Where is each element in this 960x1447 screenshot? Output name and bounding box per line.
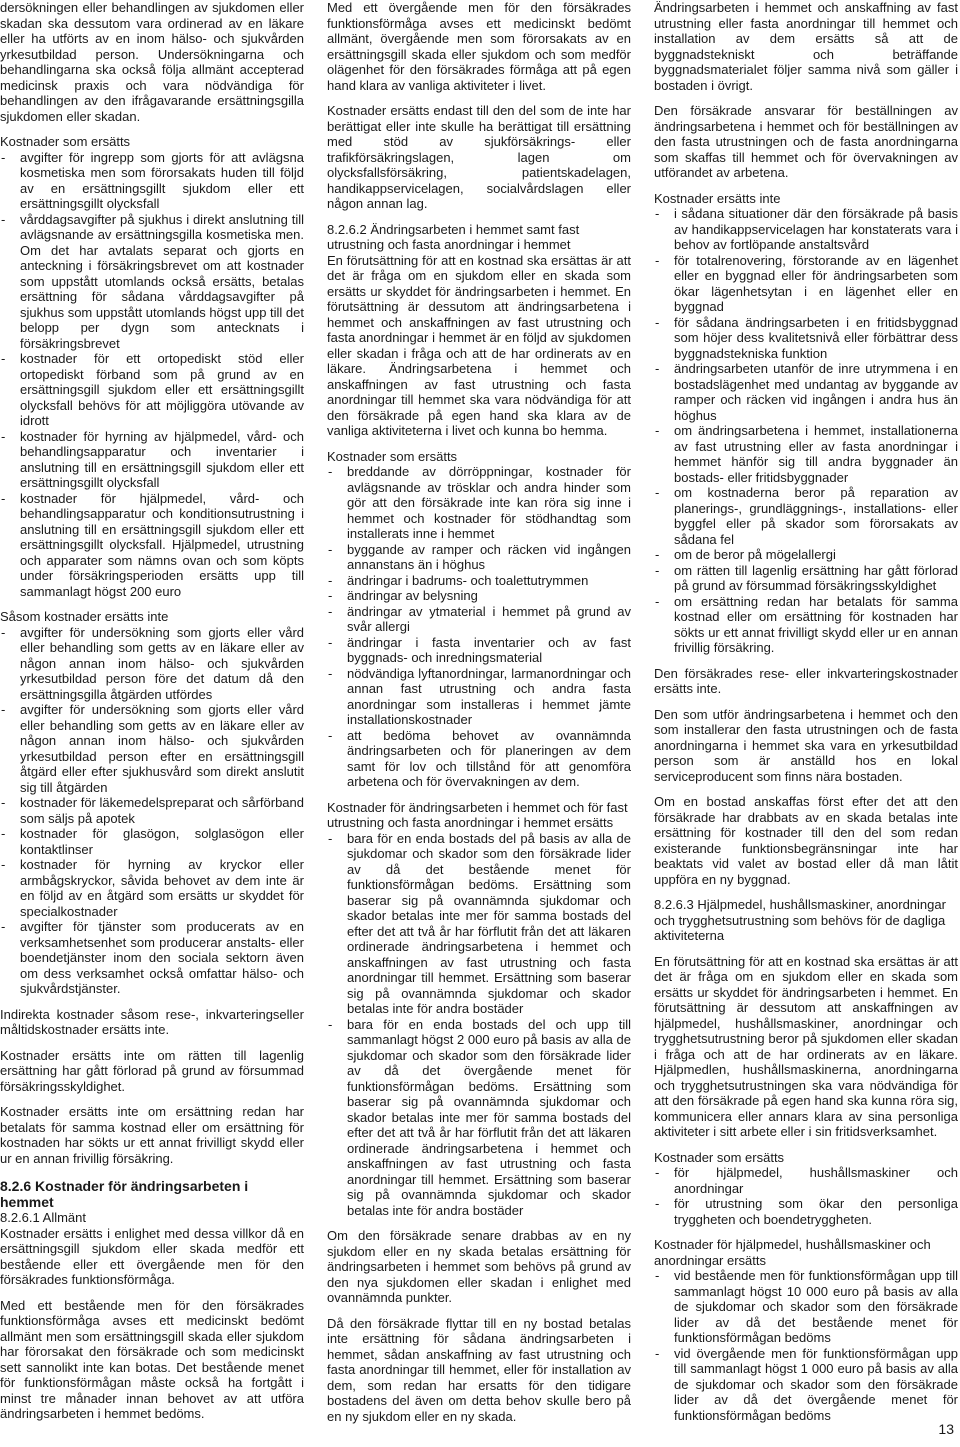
- paragraph: Med ett övergående men för den försäkrades funktionsförmåga avses ett medicinskt bedömt allmänt, övergående men som förorsakats av en ersättningsgill skada eller sjukdom och som medför olägenhet för den försäkrades förmåga att på egen hand klara av vanliga aktiviteter i livet.: [327, 0, 631, 93]
- list-compensation-limits: [654, 1268, 958, 1423]
- list-item: - kostnader för läkemedelspreparat och sårförband som säljs på apotek: [0, 795, 304, 826]
- list-item: - avgifter för tjänster som producerats av en verksamhetsenhet som producerar anstalts- eller boendetjänster inom den sociala sektorn även om dess verksamhet också omfattar hälso- och sjukvårdstjänster.: [0, 919, 304, 997]
- list-heading-costs: Kostnader som ersätts: [327, 448, 458, 464]
- paragraph: Indirekta kostnader såsom rese-, inkvarteringseller måltidskostnader ersätts inte.: [0, 1006, 304, 1037]
- list-item: - om ändringsarbetena i hemmet, installationerna av fast utrustning eller av fasta anordningar i hemmet hänför sig till andra byggnader än bostads- eller fritidsbyggnader: [654, 423, 958, 485]
- paragraph: Den som utför ändringsarbetena i hemmet och den som installerar den fasta utrustningen och de fasta anordningarna i hemmet ska vara en yrkesutbildad person som är anställd hos en lokal serviceproducent som finns nära bostaden.: [654, 706, 958, 784]
- list-not-covered: [654, 206, 958, 656]
- list-heading-costs: Kostnader som ersätts: [654, 1149, 785, 1165]
- list-item: - bara för en enda bostads del på basis av alla de sjukdomar och skador som den försäkrade lider av då det bestående menet för funktionsförmågan bedöms. Ersättning som baserar sig på ovannämnda sjukdomar och skador betalas inte mer för samma bostads del efter det att två år har förflutit från det att läkaren ordinerade ändringsarbetena i hemmet och anskaffningen av fast utrustning och fasta anordningar till hemmet. Ersättning som baserar sig på ovannämnda sjukdomar och skador betalas inte för andra bostäder: [327, 831, 631, 1017]
- list-item: - nödvändiga lyftanordningar, larmanordningar och annan fast utrustning och andra fasta anordningar som installeras i hemmet jämte installationskostnader: [327, 666, 631, 728]
- list-item: - avgifter för undersökning som gjorts eller vård eller behandling som getts av en läkare eller av någon annan inom hälso- och sjukvården yrkesutbildad person före det datum då den ersättningsgilla åtgärden utfördes: [0, 625, 304, 703]
- list-item: - för utrustning som ökar den personliga tryggheten och boendetryggheten.: [654, 1196, 958, 1227]
- list-item: - ändringsarbeten utanför de inre utrymmena i en bostadslägenhet med undantag av byggande av ramper och räcken vid ingången i andra hus än höghus: [654, 361, 958, 423]
- list-item: - om de beror på mögelallergi: [654, 547, 958, 563]
- paragraph: Kostnader ersätts inte om rätten till lagenlig ersättning har gått förlorad på grund av försummad försäkringsskyldighet.: [0, 1047, 304, 1094]
- list-heading-costs: Kostnader som ersätts: [0, 134, 131, 149]
- list-covered-costs: [0, 150, 304, 600]
- paragraph: Om den försäkrade senare drabbas av en ny sjukdom eller en ny skada betalas ersättning för ändringsarbeten i hemmet som behövs på grund av den nya sjukdomen eller skadan i enlighet med ovannämnda punkter.: [327, 1228, 631, 1305]
- subsection-heading: 8.2.6.1 Allmänt: [0, 1210, 86, 1225]
- list-item: - vid bestående men för funktionsförmågan upp till sammanlagt högst 10 000 euro på basis av alla de sjukdomar och skador som den försäkrade lider av då det bestående menet för funktionsförmågan bedöms: [654, 1268, 958, 1346]
- list-heading-not-covered: Såsom kostnader ersätts inte: [0, 609, 169, 624]
- list-item: - vårddagsavgifter på sjukhus i direkt anslutning till avlägsnande av ersättningsgilla kosmetiska men. Om det har avtalats separat och gjorts en anteckning i försäkringsbrevet om att kostnader som uppstått utomlands också ersätts, betalas ersättning för sådana vårddagsavgifter på sjukhus som uppstått utomlands högst upp till det belopp per dygn som antecknats i försäkringsbrevet: [0, 212, 304, 352]
- paragraph: Då den försäkrade flyttar till en ny bostad betalas inte ersättning för sådana ändringsarbeten i hemmet, sådan anskaffning av fast utrustning och fasta anordningar till hemmet, eller för installation av dem, som redan har ersatts för den tidigare bostadens del även om detta behov skulle bero på en ny sjukdom eller en ny skada.: [327, 1315, 631, 1424]
- paragraph: Kostnader ersätts endast till den del som de inte har berättigat eller inte skulle ha berättigat till ersättning med stöd av sjukförsäkrings- eller trafikförsäkringslagen, lagen om olycksfallsförsäkring, patientskadelagen, handikappservicelagen, socialvårdslagen eller någon annan lag.: [327, 103, 631, 211]
- page-number: 13: [938, 1421, 954, 1437]
- list-item: - ändringar av belysning: [327, 588, 631, 604]
- paragraph: Kostnader ersätts inte om ersättning redan har betalats för samma kostnad eller om ersättning för kostnaden har sökts ur ett annat frivilligt skydd eller ur en annan frivillig försäkring.: [0, 1104, 304, 1166]
- paragraph: Den försäkrade ansvarar för beställningen av ändringsarbetena i hemmet och för beställningen av den fasta utrustningen och de fasta anordningarna som skaffas till hemmet och för övervakningen av utförandet av arbetena.: [654, 103, 958, 180]
- list-item: - bara för en enda bostads del och upp till sammanlagt högst 2 000 euro på basis av alla de sjukdomar och skador som den försäkrade lider av då det övergående menet för funktionsförmågan bedöms. Ersättning som baserar sig på ovannämnda sjukdomar och skador betalas inte mer för samma bostads del efter det att två år har förflutit från det att läkaren ordinerade ändringsarbetena i hemmet och anskaffningen av fast utrustning och fasta anordningar till hemmet. Ersättning som baserar sig på ovannämnda sjukdomar och skador betalas inte för andra bostäder: [327, 1017, 631, 1219]
- list-heading-limits: Kostnader för hjälpmedel, hushållsmaskiner och anordningar ersätts: [654, 1237, 931, 1268]
- subsection-heading: 8.2.6.3 Hjälpmedel, hushållsmaskiner, anordningar och trygghetsutrustning som behövs för de dagliga aktiviteterna: [654, 897, 946, 943]
- paragraph: En förutsättning för att en kostnad ska ersättas är att det är fråga om en sjukdom eller en skada som ersätts ur skyddet för ändringsarbeten i hemmet. En förutsättning är dessutom att ändringsarbetena i hemmet och anskaffningen av fast utrustning och fasta anordningar i hemmet är en följd av sjukdomen eller skadan i fråga och att de har ordinerats av en läkare. Ändringsarbetena i hemmet och anskaffningen av fast utrustning och fasta anordningar till hemmet ska vara nödvändiga för att den försäkrade på egen hand ska klara av de vanliga aktiviteterna i livet och kunna bo hemma.: [327, 252, 631, 438]
- list-item: - kostnader för glasögon, solglasögon eller kontaktlinser: [0, 826, 304, 857]
- text-column-right: [654, 0, 958, 1433]
- list-item: - ändringar i badrums- och toalettutrymmen: [327, 573, 631, 589]
- paragraph: Kostnader ersätts i enlighet med dessa villkor då en ersättningsgill sjukdom eller skada medför ett bestående eller ett övergående men för den försäkrades funktionsförmåga.: [0, 1225, 304, 1287]
- paragraph: dersökningen eller behandlingen av sjukdomen eller skadan ska dessutom vara ordinerad av en läkare eller ha utförts av en inom hälso- och sjukvården yrkesutbildad person. Undersökningarna och behandlingarna ska också följa allmänt accepterad medicinsk praxis och vara nödvändiga för behandlingen av den ifrågavarande ersättningsgilla sjukdomen eller skadan.: [0, 0, 304, 124]
- list-item: - kostnader för hyrning av kryckor eller armbågskryckor, såvida behovet av dem inte är en följd av en åtgärd som ersätts ur skyddet för specialkostnader: [0, 857, 304, 919]
- list-item: - för sådana ändringsarbeten i en fritidsbyggnad som höjer dess kvalitetsnivå eller förbättrar dess byggnadstekniska funktion: [654, 315, 958, 362]
- paragraph: En förutsättning för att en kostnad ska ersättas är att det är fråga om en sjukdom eller en skada som ersätts ur skyddet för ändringsarbeten i hemmet. En förutsättning är dessutom att anskaffningen av hjälpmedel, hushållsmaskiner, anordningar och trygghetsutrustning beror på sjukdomen eller skadan i fråga och att de har ordinerats av en läkare. Hjälpmedlen, hushållsmaskinerna, anordningarna och trygghetsutrustningen ska vara nödvändiga för att den försäkrade på egen hand ska kunna röra sig, kommunicera eller annars klara av sina personliga aktiviteter i sitt arbete eller i sin fritidsverksamhet.: [654, 953, 958, 1139]
- list-item: - breddande av dörröppningar, kostnader för avlägsnande av trösklar och andra hinder som gör att den försäkrade inte kan röra sig inne i hemmet och kostnader för stödhandtag som installerats inne i hemmet: [327, 464, 631, 542]
- list-item: - om kostnaderna beror på reparation av planerings-, grundläggnings-, installations- eller byggfel eller på skador som förorsakats av sådana fel: [654, 485, 958, 547]
- list-item: - ändringar av ytmaterial i hemmet på grund av svår allergi: [327, 604, 631, 635]
- paragraph: Med ett bestående men för den försäkrades funktionsförmåga avses ett medicinskt bedömt allmänt men som ersättningsgill skada eller sjukdom har förorsakat den försäkrade och som medicinskt sett sannolikt inte kan botas. Det bestående menet för funktionsförmågan måste också ha fortgått i minst tre månader innan behovet av att utföra ändringsarbeten i hemmet bedöms.: [0, 1297, 304, 1421]
- paragraph: Om en bostad anskaffas först efter det att den försäkrade har drabbats av en skada betalas inte ersättning för kostnader till den del som redan existerande funktionsbegränsningar inte har beaktats vid valet av bostad eller då man låtit uppföra en ny byggnad.: [654, 794, 958, 887]
- list-covered-costs: [654, 1165, 958, 1227]
- paragraph: Kostnader för ändringsarbeten i hemmet och för fast utrustning och fasta anordningar i hemmet ersätts: [327, 799, 628, 830]
- paragraph: Ändringsarbeten i hemmet och anskaffning av fast utrustning eller fasta anordningar till hemmet och installation av dem ersätts så att de byggnadstekniskt och beträffande byggnadsmaterialet följer samma nivå som gäller i bostaden i övrigt.: [654, 0, 958, 93]
- text-column-left: [0, 0, 304, 1432]
- list-item: - kostnader för hyrning av hjälpmedel, vård- och behandlingsapparatur och inventarier i anslutning till en ersättningsgill sjukdom eller ett ersättningsgillt olycksfall: [0, 429, 304, 491]
- list-item: - för totalrenovering, förstorande av en lägenhet eller en byggnad eller för ändringsarbeten som ökar lägenhetsytan i en lägenhet eller en byggnad: [654, 253, 958, 315]
- list-heading-not-covered: Kostnader ersätts inte: [654, 190, 781, 206]
- list-item: - att bedöma behovet av ovannämnda ändringsarbeten och för planeringen av dem samt för lov och tillstånd för att genomföra arbetena och för övervakningen av dem.: [327, 728, 631, 790]
- list-item: - avgifter för undersökning som gjorts eller vård eller behandling som getts av en läkare eller av någon annan inom hälso- och sjukvården yrkesutbildad person efter en ersättningsgill åtgärd eller efter sjukhusvård som direkt anslutit sig till åtgärden: [0, 702, 304, 795]
- list-compensation-rules: [327, 831, 631, 1219]
- list-item: - ändringar i fasta inventarier och av fast byggnads- och inredningsmaterial: [327, 635, 631, 666]
- list-item: - kostnader för hjälpmedel, vård- och behandlingsapparatur och konditionsutrustning i anslutning till en ersättningsgill sjukdom eller ett ersättningsgillt olycksfall. Hjälpmedel, utrustning och apparater som nämns ovan och som köpts under försäkringsperioden ersätts upp till sammanlagt högst 200 euro: [0, 491, 304, 600]
- paragraph: Den försäkrades rese- eller inkvarteringskostnader ersätts inte.: [654, 665, 958, 696]
- list-not-covered: [0, 625, 304, 997]
- list-item: - kostnader för ett ortopediskt stöd eller ortopediskt förband som på grund av en ersättningsgill sjukdom eller ett ersättningsgillt olycksfall behövs för att möjliggöra utövande av idrott: [0, 351, 304, 429]
- list-item: - avgifter för ingrepp som gjorts för att avlägsna kosmetiska men som förorsakats huden till följd av en ersättningsgillt sjukdom eller ett ersättningsgillt olycksfall: [0, 150, 304, 212]
- list-covered-costs: [327, 464, 631, 790]
- list-item: - om ersättning redan har betalats för samma kostnad eller om ersättning för kostnaden har sökts ur ett annat frivilligt skydd eller ur en annan frivillig försäkring.: [654, 594, 958, 656]
- subsection-heading: 8.2.6.2 Ändringsarbeten i hemmet samt fast utrustning och fasta anordningar i hemmet: [327, 221, 580, 252]
- list-item: - byggande av ramper och räcken vid ingången annanstans än i höghus: [327, 542, 631, 573]
- list-item: - i sådana situationer där den försäkrade på basis av handikappservicelagen har konstaterats vara i behov av fortlöpande anstaltsvård: [654, 206, 958, 253]
- list-item: - om rätten till lagenlig ersättning har gått förlorad på grund av försummad försäkringsskyldighet: [654, 563, 958, 594]
- list-item: - för hjälpmedel, hushållsmaskiner och anordningar: [654, 1165, 958, 1196]
- list-item: - vid övergående men för funktionsförmågan upp till sammanlagt högst 1 000 euro på basis av alla de sjukdomar och skador som den försäkrade lider av då det övergående menet för funktionsförmågan bedöms: [654, 1346, 958, 1424]
- text-column-middle: [327, 0, 631, 1434]
- section-heading: 8.2.6 Kostnader för ändringsarbeten i hemmet: [0, 1178, 249, 1210]
